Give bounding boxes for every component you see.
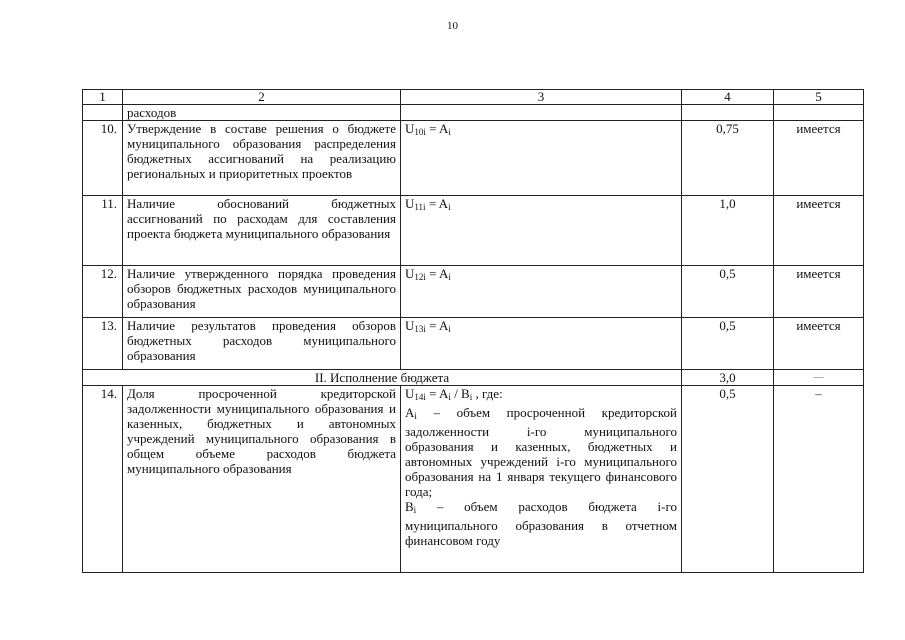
indicator-description: Наличие утвержденного порядка проведения обзоров бюджетных расходов муниципального образования <box>123 266 401 318</box>
formula-line: $U_{14i} = A_i / B_i$ , где: <box>405 386 503 402</box>
row-number: 14. <box>83 386 123 573</box>
row-number: 12. <box>83 266 123 318</box>
indicator-formula: $U_{11i} = A_i$ <box>401 196 682 266</box>
section-status: — <box>774 370 864 386</box>
section-title: II. Исполнение бюджета <box>83 370 682 386</box>
table-row <box>83 266 864 318</box>
indicator-description: Наличие результатов проведения обзоров бюджетных расходов муниципального образования <box>123 318 401 370</box>
row-number: 11. <box>83 196 123 266</box>
indicator-weight: 0,5 <box>682 386 774 573</box>
indicator-formula: $U_{13i} = A_i$ <box>401 318 682 370</box>
header-row <box>83 90 864 105</box>
row-number: 10. <box>83 121 123 196</box>
indicator-formula: $U_{12i} = A_i$ <box>401 266 682 318</box>
indicator-status: имеется <box>774 121 864 196</box>
header-col-1: 1 <box>83 90 123 105</box>
indicator-status: имеется <box>774 266 864 318</box>
header-col-3: 3 <box>401 90 682 105</box>
indicator-weight: 1,0 <box>682 196 774 266</box>
formula-definition-a: $A_i$ – объем просроченной кредиторской задолженности i-го муниципального образования и казенных, бюджетных и автономных учреждений i-го муниципального образования на 1 января текущего финансового года; <box>405 405 677 499</box>
indicator-status: имеется <box>774 196 864 266</box>
table-row <box>83 318 864 370</box>
indicator-description: Утверждение в составе решения о бюджете муниципального образования распределения бюджетных ассигнований на реализацию региональных и приоритетных проектов <box>123 121 401 196</box>
indicator-weight: 0,5 <box>682 266 774 318</box>
indicator-weight: 0,5 <box>682 318 774 370</box>
table-row <box>83 196 864 266</box>
indicator-formula: $U_{10i} = A_i$ <box>401 121 682 196</box>
header-col-4: 4 <box>682 90 774 105</box>
indicator-description: Наличие обоснований бюджетных ассигнований по расходам для составления проекта бюджета муниципального образования <box>123 196 401 266</box>
continuation-text: расходов <box>123 105 401 121</box>
indicators-table <box>82 89 864 573</box>
row-number: 13. <box>83 318 123 370</box>
continuation-row <box>83 105 864 121</box>
header-col-2: 2 <box>123 90 401 105</box>
indicator-description: Доля просроченной кредиторской задолженности муниципального образования и казенных, бюджетных и автономных учреждений муниципального образования в общем объеме расходов бюджета муниципального образования <box>123 386 401 573</box>
page-number: 10 <box>447 20 458 32</box>
header-col-5: 5 <box>774 90 864 105</box>
indicator-status: – <box>774 386 864 573</box>
indicator-status: имеется <box>774 318 864 370</box>
table-row <box>83 386 864 573</box>
table-row <box>83 121 864 196</box>
formula-definition-b: $B_i$ – объем расходов бюджета i-го муниципального образования в отчетном финансовом году <box>405 499 677 548</box>
section-weight: 3,0 <box>682 370 774 386</box>
section-row <box>83 370 864 386</box>
indicator-weight: 0,75 <box>682 121 774 196</box>
indicator-formula <box>401 386 682 573</box>
